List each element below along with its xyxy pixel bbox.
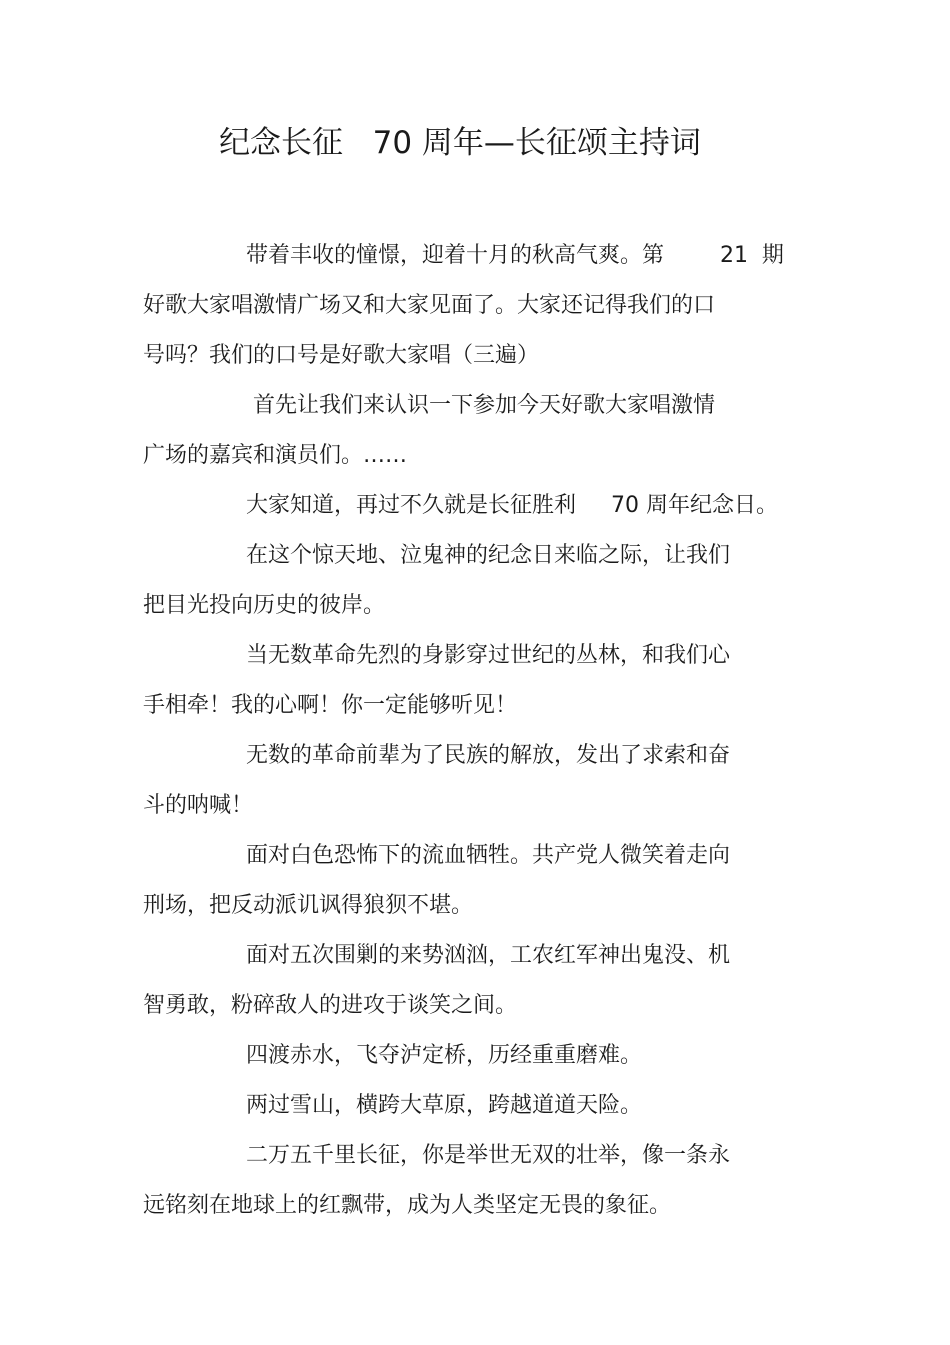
body-line: 号吗？我们的口号是好歌大家唱（三遍） — [143, 343, 540, 368]
body-line: 刑场，把反动派讥讽得狼狈不堪。 — [143, 893, 474, 918]
body-line: 面对五次围剿的来势汹汹，工农红军神出鬼没、机 — [246, 943, 731, 968]
body-line: 斗的呐喊！ — [143, 793, 254, 818]
body-line: 远铭刻在地球上的红飘带，成为人类坚定无畏的象征。 — [143, 1193, 672, 1218]
body-line: 四渡赤水，飞夺泸定桥，历经重重磨难。 — [246, 1043, 643, 1068]
body-line: 当无数革命先烈的身影穿过世纪的丛林，和我们心 — [246, 643, 731, 668]
body-line: 好歌大家唱激情广场又和大家见面了。大家还记得我们的口 — [143, 293, 716, 318]
body-line: 两过雪山，横跨大草原，跨越道道天险。 — [246, 1093, 643, 1118]
body-line: 广场的嘉宾和演员们。…… — [143, 443, 408, 468]
body-line: 面对白色恐怖下的流血牺牲。共产党人微笑着走向 — [246, 843, 731, 868]
body-line: 带着丰收的憧憬，迎着十月的秋高气爽。第 21 期 — [246, 243, 784, 268]
body-line: 无数的革命前辈为了民族的解放，发出了求索和奋 — [246, 743, 731, 768]
body-line: 智勇敢，粉碎敌人的进攻于谈笑之间。 — [143, 993, 518, 1018]
body-line: 手相牵！我的心啊！你一定能够听见！ — [143, 693, 518, 718]
body-line: 大家知道，再过不久就是长征胜利 70 周年纪念日。 — [246, 493, 778, 518]
body-line: 在这个惊天地、泣鬼神的纪念日来临之际，让我们 — [246, 543, 731, 568]
document-title: 纪念长征 70 周年—长征颂主持词 — [219, 125, 701, 161]
body-line: 首先让我们来认识一下参加今天好歌大家唱激情 — [246, 393, 715, 418]
body-line: 二万五千里长征，你是举世无双的壮举，像一条永 — [246, 1143, 731, 1168]
body-line: 把目光投向历史的彼岸。 — [143, 593, 386, 618]
